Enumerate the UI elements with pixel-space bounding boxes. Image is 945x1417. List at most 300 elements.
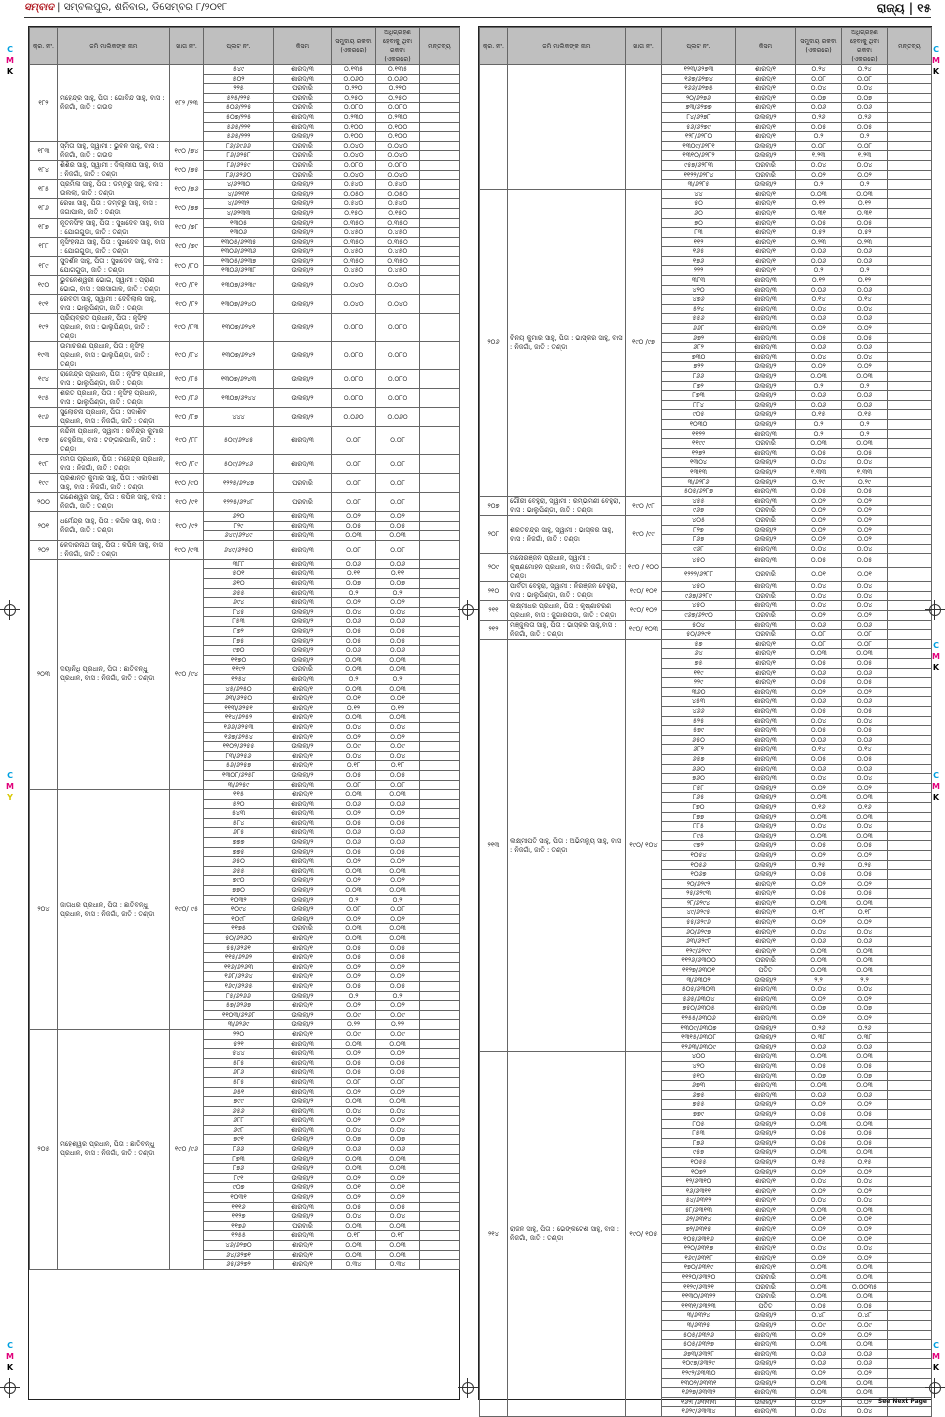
acquire-area-cell: ୦.୦୬ [842,1090,888,1100]
remarks-cell [420,1173,460,1183]
plot-no-cell: ୯୫୭/୬୨୮୩ [662,160,736,170]
remarks-cell [888,745,932,755]
acquire-area-cell: ୦.୦୨ [376,857,420,867]
total-area-cell: ୦.୦୩ [796,1378,842,1388]
serial-cell: ୨୦୫ [30,1029,58,1269]
land-type-cell: ଘରବାରି [274,160,332,170]
land-type-cell: ଘରବାରି [736,170,796,180]
owner-name-cell: ଶରତଚନ୍ଦ୍ର ସାହୁ, ସ୍ୱାମୀ : ଭାସ୍କର ସାହୁ, ବାସ : ନିଜଗାଁ, ଜାତି : ତଣ୍ଡା [508,515,626,553]
land-type-cell: ଉଲଲା/୨ [274,742,332,752]
plot-no-cell: ୧୩୦୭/୬୨୪୨ [204,342,274,370]
account-no-cell: ୧୯୦ /୮୯ [170,455,204,474]
plot-no-cell: ୮୨୯ [204,521,274,531]
acquire-area-cell: ୦.୦୩ [376,886,420,896]
plot-no-cell: ୪/୬୨୩୧ [204,189,274,199]
land-type-cell: ଶାରଦ/୩ [736,544,796,554]
total-area-cell: ୦.୦୪ [796,1244,842,1254]
total-area-cell: ୦.୦୩ [796,1263,842,1273]
total-area-cell: ୧.୩୩ [796,467,842,477]
remarks-cell [420,1231,460,1241]
total-area-cell: ୦.୦୫ [796,554,842,568]
plot-no-cell: ୪୫୦ [662,601,736,611]
serial-cell: ୧୯୦ [30,276,58,295]
land-type-cell: ଶାରଦ/୩ [736,726,796,736]
total-area-cell: ୦.୦୫ [332,1058,376,1068]
remarks-cell [888,1014,932,1024]
total-area-cell: ୦.୦୬ [796,247,842,257]
dateline: | ସମ୍ବଲପୁର, ଶନିବାର, ଡିସେମ୍ବର ୮/୨୦୧୮ [57,2,228,13]
total-area-cell: ୦.୦୬ [796,1090,842,1100]
col-serial: କ୍ର. ନଂ. [30,28,58,65]
acquire-area-cell: ୦.୨ [376,991,420,1001]
remarks-cell [888,122,932,132]
owner-name-cell: ଧର୍ମେନ୍ଦ୍ର ସାହୁ, ପିତା : କପିଳ ସାହୁ, ବାସ : ନିଜଗାଁ, ଜାତି : ତଣ୍ଡା [58,512,170,541]
remarks-cell [420,218,460,228]
land-type-cell: ଉଲଲା/୨ [736,1042,796,1052]
remarks-cell [888,1321,932,1331]
acquire-area-cell: ୦.୦୮ [376,455,420,474]
land-type-cell: ଘରବାରି [736,515,796,525]
total-area-cell: ୦.୦୨ [332,1173,376,1183]
plot-no-cell: ୧୬୨୮/୬୩୩୩ [662,1397,736,1407]
land-type-cell: ଶାରଦ/୩ [736,687,796,697]
col-remarks: ମନ୍ତବ୍ୟ [888,28,932,65]
owner-name-cell: ଗଣେଶ୍ୱର ସାହୁ, ପିତା : କପିଳ ସାହୁ, ବାସ : ନିଜଗାଁ, ଜାତି : ତଣ୍ଡା [58,493,170,512]
acquire-area-cell: ୦.୨୯ [842,477,888,487]
acquire-area-cell: ୦.୦୩ [842,946,888,956]
plot-no-cell: ୮୬୬ [662,372,736,382]
plot-no-cell: ୫୧୦ [662,1071,736,1081]
registration-crosshair-icon [0,1378,20,1398]
remarks-cell [420,342,460,370]
total-area-cell: ୦.୦୩ [332,684,376,694]
total-area-cell: ୦.୧୫ [796,1157,842,1167]
acquire-area-cell: ୦.୦୬ [842,937,888,947]
land-type-cell: ଉଲଲା/୨ [274,1193,332,1203]
plot-no-cell: ୪/୬୨୩୨ [204,199,274,209]
acquire-area-cell: ୦.୦୪ [842,822,888,832]
plot-no-cell: ୧୧୨୭ [204,1212,274,1222]
owner-name-cell: ନନ୍ଦିନୀ ପ୍ରଧାନ, ସ୍ୱାମୀ : ରବିନ୍ଦ୍ର କୁମାର ବେହୁରିଆ, ବାସ : ଟଙ୍ଗରପାଲି, ଜାତି : ତଣ୍ଡା [58,427,170,455]
land-type-cell: ଶାରଦ/୩ [274,512,332,522]
plot-no-cell: ୪୫୩ [662,697,736,707]
remarks-cell [888,141,932,151]
total-area-cell: ୦.୦୨ [796,687,842,697]
acquire-area-cell: ୦.୦୨ [376,962,420,972]
land-type-cell: ଶାରଦ/୩ [274,809,332,819]
plot-no-cell: ୧୧୪/୬୨୫୨ [204,713,274,723]
land-type-cell: ଶାରଦ/୩ [274,1087,332,1097]
total-area-cell: ୦.୦୫ [332,1068,376,1078]
acquire-area-cell: ୦.୦୫ [842,889,888,899]
land-type-cell: ଶାରଦ/୩ [274,521,332,531]
total-area-cell: ୦.୦୩ [332,1221,376,1231]
cmyk-y: Y [7,793,13,802]
account-no-cell: ୧୯୦ /୯୩ [170,540,204,559]
land-type-cell: ଶାରଦ/୩ [736,582,796,592]
acquire-area-cell: ୦.୩୫୦ [376,218,420,228]
section-label [877,1,931,16]
land-type-cell: ଘରବାରି [736,568,796,582]
plot-no-cell: ୧୧୨୯/୬୩୨୧ [662,1282,736,1292]
acquire-area-cell: ୦.୦୨ [842,1167,888,1177]
acquire-area-cell: ୦.୨୨ [376,1020,420,1030]
plot-no-cell: ୯୬୭/୬୨୮୯ [662,591,736,601]
land-type-cell: ଉଲଲା/୨ [274,655,332,665]
total-area-cell: ୦.୧୪ [796,745,842,755]
remarks-cell [888,1205,932,1215]
acquire-area-cell: ୦.୦୫ [376,943,420,953]
acquire-area-cell: ୦.୦୩ [842,831,888,841]
total-area-cell: ୦.୦୨ [332,809,376,819]
remarks-cell [888,1273,932,1283]
plot-no-cell: ୧୨୬୩/୬୩୦୯ [662,1042,736,1052]
plot-no-cell: ୧୩୧୩ [662,467,736,477]
acquire-area-cell: ୦.୦୪ [842,985,888,995]
acquire-area-cell: ୦.୦୩ [842,1378,888,1388]
acquire-area-cell: ୦.୨୬ [842,112,888,122]
account-no-cell: ୧୯୦ /୮୨ [170,295,204,314]
col-owner-name: ଜମି ମାଲିକଙ୍କ ନାମ [58,28,170,65]
remarks-cell [420,1049,460,1059]
remarks-cell [888,764,932,774]
total-area-cell: ୦.୦୪ [796,985,842,995]
col-remarks: ମନ୍ତବ୍ୟ [420,28,460,65]
table-row [30,237,460,247]
acquire-area-cell: ୦.୦୨ [376,914,420,924]
acquire-area-cell: ୦.୦୬ [842,343,888,353]
total-area-cell: ୦.୦୪ [796,304,842,314]
land-type-cell: ଉଲଲା/୨ [736,841,796,851]
remarks-cell [420,74,460,84]
total-area-cell: ୦.୦୪ [796,544,842,554]
plot-no-cell: ୧୧୭୬ [204,1221,274,1231]
remarks-cell [888,870,932,880]
remarks-cell [420,761,460,771]
land-type-cell: ଉଲଲା/୨ [274,256,332,266]
total-area-cell: ୦.୦୫ [796,707,842,717]
total-area-cell: ୦.୦୨ [796,506,842,516]
acquire-area-cell: ୦.୧୮ [376,761,420,771]
acquire-area-cell: ୦.୦୮ [842,141,888,151]
remarks-cell [420,914,460,924]
total-area-cell: ୦.୦୩ [332,1241,376,1251]
table-row [30,427,460,455]
remarks-cell [420,818,460,828]
land-type-cell: ଘରବାରି [736,1282,796,1292]
land-type-cell: ଶାରଦ/୧ [736,132,796,142]
plot-no-cell: ୬୦/୬୨୯୭ [662,927,736,937]
land-type-cell: ଶାରଦ/୧ [736,189,796,199]
acquire-area-cell: ୦.୦୨ [842,362,888,372]
remarks-cell [420,886,460,896]
acquire-area-cell: ୦.୦୨ [842,1253,888,1263]
table-row [30,160,460,170]
acquire-area-cell: ୦.୦୫ [842,659,888,669]
remarks-cell [888,1330,932,1340]
plot-no-cell: ୫୦/୬୨୯୧ [662,630,736,640]
plot-no-cell: ୪୫/୬୨୫୦ [204,684,274,694]
remarks-cell [888,639,932,649]
acquire-area-cell: ୦.୨ [842,132,888,142]
plot-no-cell: ୫୬୫/୨୨୨ [204,132,274,142]
total-area-cell: ୦.୧୮ [332,1231,376,1241]
remarks-cell [888,180,932,190]
acquire-area-cell: ୦.୦୮୦ [376,342,420,370]
land-type-cell: ଉଲଲା/୨ [274,1183,332,1193]
plot-no-cell: ୭୯୧ [204,1135,274,1145]
acquire-area-cell: ୦.୦୫ [842,726,888,736]
account-no-cell: ୧୯୦/ ୯୫ [170,790,204,1030]
acquire-area-cell: ୦.୦୨ [376,972,420,982]
plot-no-cell: ୧୩୦୭/୬୨୩୯ [204,276,274,295]
remarks-cell [888,793,932,803]
land-type-cell: ଉଲଲା/୨ [736,1100,796,1110]
owner-name-cell: ଉମାଚରଣ ପ୍ରଧାନ, ପିତା : ନୃସିଂହ ପ୍ରଧାନ, ବାସ : ଭାଲୁପିଣ୍ଡା, ଜାତି : ତଣ୍ଡା [58,342,170,370]
remarks-cell [420,790,460,800]
land-type-cell: ଶାରଦ/୧ [736,103,796,113]
land-type-cell: ଶାରଦ/୩ [736,1052,796,1062]
total-area-cell: ୦.୦୨ [796,1186,842,1196]
plot-no-cell: ୧୦୩୦ [662,419,736,429]
total-area-cell: ୦.୦୪୦ [332,141,376,151]
remarks-cell [420,857,460,867]
acquire-area-cell: ୦.୪୫୦ [376,266,420,276]
acquire-area-cell: ୦.୪୮ [842,1311,888,1321]
plot-no-cell: ୧୭୬ [662,256,736,266]
remarks-cell [888,458,932,468]
land-type-cell: ଉଲଲା/୨ [736,975,796,985]
total-area-cell: ୦.୦୩ [332,790,376,800]
total-area-cell: ୦.୦୪ [332,722,376,732]
total-area-cell: ୦.୦୪ [332,1106,376,1116]
remarks-cell [888,659,932,669]
serial-cell: ୨୦୨ [30,540,58,559]
acquire-area-cell: ୦.୦୨ [842,1397,888,1407]
remarks-cell [888,333,932,343]
total-area-cell: ୦.୦୩ [332,531,376,541]
acquire-area-cell: ୦.୦୪ [842,1407,888,1417]
remarks-cell [888,1033,932,1043]
total-area-cell: ୦.୦୨ [796,1014,842,1024]
plot-no-cell: ୮୭୬ [204,1164,274,1174]
land-type-cell: ଶାରଦ/୧ [736,1215,796,1225]
land-type-cell: ଶାରଦ/୧ [274,790,332,800]
land-type-cell: ଶାରଦ/୩ [736,1004,796,1014]
plot-no-cell: ୧୨୨୫/୬୨୪୭ [204,474,274,493]
acquire-area-cell: ୦.୦୫ [842,1109,888,1119]
acquire-area-cell: ୦.୦୫ [842,554,888,568]
serial-cell: ୧୯୧ [30,295,58,314]
land-type-cell: ଶାରଦ/୧ [736,256,796,266]
remarks-cell [888,381,932,391]
total-area-cell: ୦.୦୫ [332,627,376,637]
land-type-cell: ଶାରଦ/୩ [274,559,332,569]
registration-crosshair-icon [925,1378,945,1398]
land-type-cell: ଶାରଦ/୧ [736,898,796,908]
remarks-cell [420,905,460,915]
land-type-cell: ଶାରଦ/୩ [736,745,796,755]
plot-no-cell: ୧୩୦୬ [204,228,274,238]
total-area-cell: ୦.୦୩ [332,924,376,934]
total-area-cell: ୦.୦୨ [332,1087,376,1097]
total-area-cell: ୦.୦୨ [796,1225,842,1235]
remarks-cell [420,770,460,780]
total-area-cell: ୦.୦୩ [332,665,376,675]
plot-no-cell: ୬୯୮ [204,1125,274,1135]
total-area-cell: ୦.୦୨ [796,1253,842,1263]
remarks-cell [888,697,932,707]
remarks-cell [420,247,460,257]
remarks-cell [888,525,932,535]
land-type-cell: ପତିତ [736,1301,796,1311]
land-type-cell: ଶାରଦ/୧ [736,946,796,956]
acquire-area-cell: ୦.୦୨ [842,1225,888,1235]
total-area-cell: ୦.୦୫ [796,870,842,880]
plot-no-cell: ୧୨୫୫ [204,1231,274,1241]
land-type-cell: ଶାରଦ/୩ [736,994,796,1004]
total-area-cell: ୦.୦୩ [796,1052,842,1062]
acquire-area-cell: ୦.୦୨ [842,506,888,516]
land-type-cell: ଉଲଲା/୨ [736,141,796,151]
land-type-cell: ଶାରଦ/୧ [274,732,332,742]
total-area-cell: ୦.୦୩ [796,812,842,822]
plot-no-cell: ୪୫୦ [662,554,736,568]
total-area-cell: ୦.୦୯ [332,1029,376,1039]
remarks-cell [888,189,932,199]
account-no-cell: ୧୯୦/ ୧୦୧ [626,582,662,601]
total-area-cell: ୦.୦୭ [796,1071,842,1081]
total-area-cell: ୦.୨ [332,588,376,598]
owner-name-cell: ମଞ୍ଜୁଲତା ସାହୁ, ପିତା : ଭାସ୍କର ସାହୁ,ବାସ : ନିଜଗାଁ, ଜାତି : ତଣ୍ଡା [508,620,626,639]
acquire-area-cell: ୦.୦୪ [842,591,888,601]
acquire-area-cell: ୦.୦୫ [376,1202,420,1212]
plot-no-cell: ୫୫୬ [662,314,736,324]
land-type-cell: ଘରବାରି [736,630,796,640]
table-row [480,639,932,649]
remarks-cell [420,228,460,238]
plot-no-cell: ୮୭୦ [662,802,736,812]
acquire-area-cell: ୦.୦୯ [376,742,420,752]
acquire-area-cell: ୦.୦୬ [842,256,888,266]
plot-no-cell: ୧୬୬/୬୨୭୫ [662,84,736,94]
plot-no-cell: ୩/୬୩୦୨ [662,975,736,985]
plot-no-cell: ୬୭୩/୬୩୨୮ [662,1349,736,1359]
plot-no-cell: ୬୮୮ [204,1116,274,1126]
land-type-cell: ଶାରଦ/୩ [736,620,796,630]
acquire-area-cell: ୦.୦୫ [842,487,888,497]
acquire-area-cell: ୦.୦୮୦ [376,314,420,342]
acquire-area-cell: ୦.୦୬ [842,1349,888,1359]
land-type-cell: ଉଲଲା/୨ [274,991,332,1001]
remarks-cell [888,496,932,506]
land-type-cell: ଶାରଦ/୧ [274,1260,332,1270]
remarks-cell [420,569,460,579]
cmyk-m: M [6,782,14,791]
total-area-cell: ୦.୦୨ [332,876,376,886]
acquire-area-cell: ୦.୩୪ [376,1260,420,1270]
table-row [30,256,460,266]
land-type-cell: ଶାରଦ/୧ [736,93,796,103]
land-type-cell: ଶାରଦ/୩ [736,487,796,497]
total-area-cell: ୦.୦୫ [332,636,376,646]
total-area-cell: ୦.୦୬ [332,799,376,809]
remarks-cell [888,918,932,928]
land-type-cell: ଉଲଲା/୨ [274,1212,332,1222]
plot-no-cell: ୫୦୫/୬୩୨୬ [662,1330,736,1340]
acquire-area-cell: ୦.୦୩ [842,649,888,659]
owner-name-cell: ମହେନ୍ଦ୍ର ସାହୁ, ପିତା : ଗୋବିନ୍ଦ ସାହୁ, ବାସ : ନିଜଗାଁ, ଜାତି : ଗଉଡ [58,65,170,142]
plot-no-cell: ୧୦୫୬ [662,860,736,870]
account-no-cell [626,65,662,190]
cmyk-k: K [6,67,14,76]
plot-no-cell: ୨୨୯ [662,678,736,688]
land-type-cell: ଉଲଲା/୨ [274,1135,332,1145]
remarks-cell [420,713,460,723]
remarks-cell [420,1125,460,1135]
plot-no-cell: ୧୦୩୨ [204,895,274,905]
plot-no-cell: ୫୬/୬୨୭୯ [662,122,736,132]
land-type-cell: ଉଲଲା/୨ [736,381,796,391]
total-area-cell: ୦.୦୫ [796,889,842,899]
total-area-cell: ୦.୦୪ [332,607,376,617]
acquire-area-cell: ୦.୨ [842,381,888,391]
acquire-area-cell: ୦.୦୪ [376,722,420,732]
land-type-cell: ଉଲଲା/୨ [736,372,796,382]
land-type-cell: ଉଲଲା/୨ [274,770,332,780]
acquire-area-cell: ୦.୦୬ [842,247,888,257]
acquire-area-cell: ୦.୦୫ [376,770,420,780]
acquire-area-cell: ୦.୦୮ [376,1077,420,1087]
total-area-cell: ୦.୦୬ [796,256,842,266]
remarks-cell [420,646,460,656]
land-type-cell: ଶାରଦ/୧ [736,84,796,94]
remarks-cell [420,1250,460,1260]
remarks-cell [888,889,932,899]
remarks-cell [888,1157,932,1167]
acquire-area-cell: ୦.୦୫ [376,1058,420,1068]
remarks-cell [420,180,460,190]
remarks-cell [420,141,460,151]
acquire-area-cell: ୦.୦୮୦ [376,160,420,170]
acquire-area-cell: ୦.୦୫ [376,818,420,828]
plot-no-cell: ୭୭୭ [204,838,274,848]
plot-no-cell: ୫୮୪ [204,818,274,828]
remarks-cell [888,410,932,420]
total-area-cell: ୦.୦୨ [796,879,842,889]
plot-no-cell: ୬୪୯/୬୨୫୦ [204,540,274,559]
plot-no-cell: ୧୩୦୯/୬୨୮୧ [662,141,736,151]
total-area-cell: ୦.୦୫ [796,487,842,497]
owner-name-cell: ପ୍ରମିଳା ସାହୁ, ପିତା : ଡମ୍ବରୁ ସାହୁ, ବାସ : ଉଲଲା, ଜାତି : ତଣ୍ଡା [58,180,170,199]
land-type-cell: ପତିତ [736,966,796,976]
total-area-cell: ୦.୦୩ [796,439,842,449]
owner-name-cell: ଶରତ ପ୍ରଧାନ, ପିତା : ନୃସିଂହ ପ୍ରଧାନ, ବାସ : ଭାଲୁପିଣ୍ଡା, ଜାତି : ତଣ୍ଡା [58,389,170,408]
remarks-cell [420,742,460,752]
plot-no-cell: ୧୧୨୭/୬୩୦୧ [662,966,736,976]
total-area-cell: ୦.୦୬ [332,1145,376,1155]
acquire-area-cell: ୦.୦୩ [376,1250,420,1260]
acquire-area-cell: ୦.୦୫ [376,953,420,963]
acquire-area-cell: ୦.୧୧ [376,569,420,579]
land-type-cell: ଉଲଲା/୨ [736,850,796,860]
account-no-cell: ୧୯୦ /୭୪ [170,141,204,160]
acquire-area-cell: ୦.୦୧ [842,1234,888,1244]
table-body [30,65,460,1270]
acquire-area-cell: ୦.୦୫ [842,870,888,880]
plot-no-cell: ୫୬୫/୨୨୧ [204,122,274,132]
land-type-cell: ଉଲଲା/୨ [736,1109,796,1119]
